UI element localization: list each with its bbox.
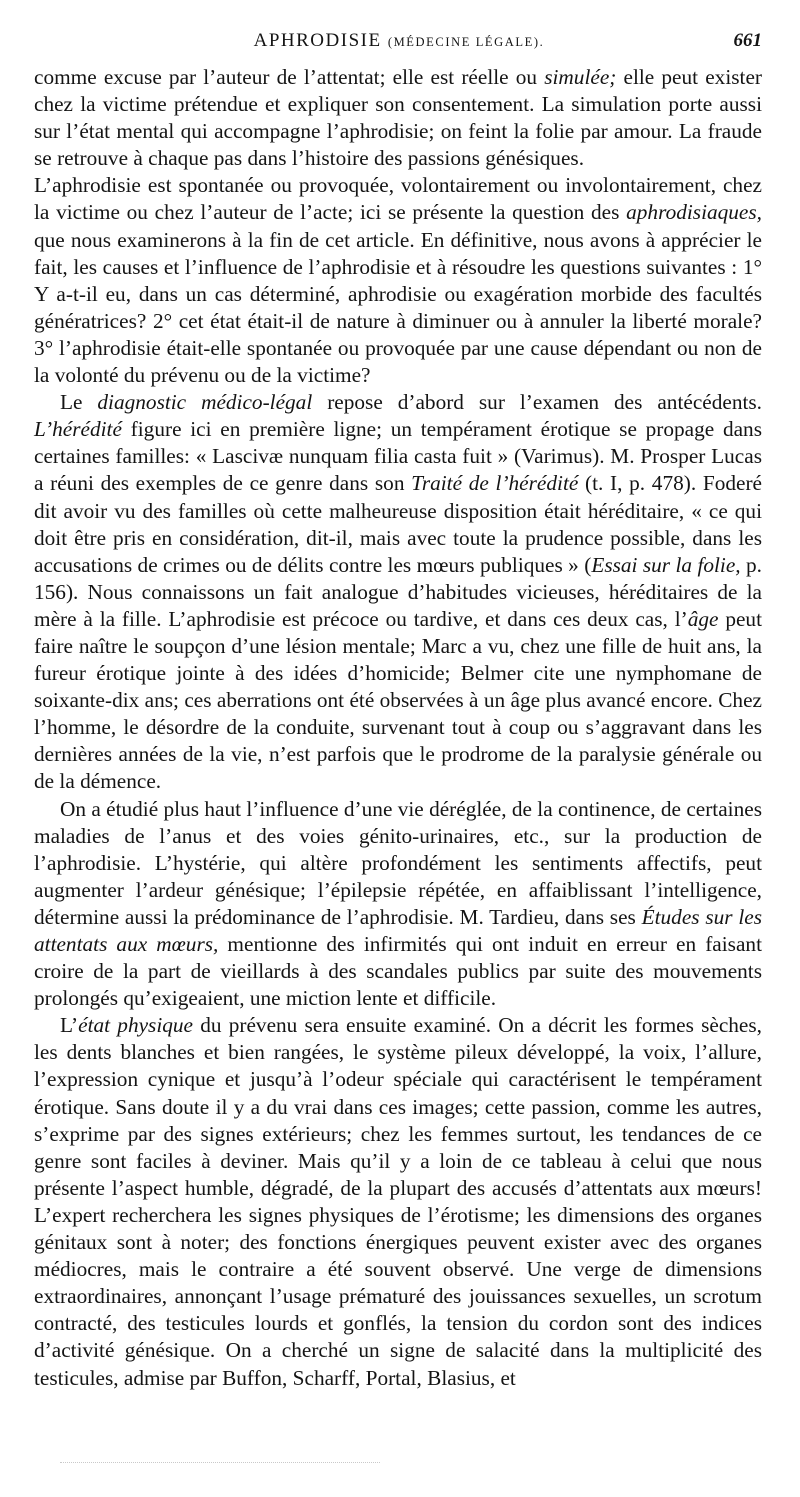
- running-title-main: APHRODISIE: [253, 30, 382, 51]
- italic-term: L’hérédité: [34, 417, 122, 442]
- italic-term: âge: [687, 606, 719, 631]
- running-title: [36, 30, 762, 52]
- text-run: Le: [60, 390, 98, 415]
- body-text: [34, 64, 762, 1392]
- italic-book-title: Traité de l’hérédité: [411, 471, 579, 496]
- text-run: On a étudié plus haut l’influence d’une vie déréglée, de la continence, de certaines maladies de l’anus et des voies génito-urinaires, etc., sur la production de l’aphrodisie. L’hystérie, qui altère profondément les sentiments affectifs, peut augmenter l’ardeur génésique; l’épilepsie répétée, en affaiblissant l’intelligence, détermine aussi la prédominance de l’aphrodisie. M. Tardieu, dans ses: [34, 796, 762, 929]
- text-run: comme excuse par l’auteur de l’attentat; elle est réelle ou: [34, 65, 545, 89]
- text-run: mentionne des infirmités qui ont induit en erreur en faisant croire de la part de vieillards à des scandales publics par suite des mouvements prolongés qu’exigeaient, une miction lente et difficile.: [34, 932, 762, 1011]
- paragraph-4: [34, 796, 762, 1013]
- paragraph-1: [34, 64, 762, 172]
- text-run: figure ici en première ligne; un tempérament érotique se propage dans certaines familles: « Lascivæ nunquam filia casta fuit » (Varimus). M. Prosper Lucas a réuni des exemples de ce genre dans son: [34, 417, 762, 496]
- text-run: que nous examinerons à la fin de cet article. En définitive, nous avons à apprécier le fait, les causes et l’influence de l’aphrodisie et à résoudre les questions suivantes : 1° Y a-t-il eu, dans un cas déterminé, aphrodisie ou exagération morbide des facultés génératrices? 2° cet état était-il de nature à diminuer ou à annuler la liberté morale? 3° l’aphrodisie était-elle spontanée ou provoquée par une cause dépendant ou non de la volonté du prévenu ou de la victime?: [34, 227, 762, 388]
- paragraph-5: [34, 1012, 762, 1391]
- running-title-subtitle: (MÉDECINE LÉGALE).: [387, 35, 545, 49]
- paragraph-3: [34, 389, 762, 795]
- text-run: p. 156). Nous connaissons un fait analogue d’habitudes vicieuses, héréditaires de la mère à la fille. L’aphrodisie est précoce ou tardive, et dans ces deux cas, l’: [34, 552, 763, 631]
- paragraph-2: [34, 172, 762, 389]
- running-header: [36, 30, 762, 58]
- text-run: L’: [60, 1013, 79, 1038]
- text-run: repose d’abord sur l’examen des antécédents.: [312, 390, 763, 415]
- text-run: peut faire naître le soupçon d’une lésion mentale; Marc a vu, chez une fille de huit ans, la fureur érotique jointe à des idées d’homicide; Belmer cite une nymphomane de soixante-dix ans; ces aberrations ont été observées à un âge plus avancé encore. Chez l’homme, le désordre de la conduite, survenant tout à coup ou s’aggravant dans les dernières années de la vie, n’est parfois que le prodrome de la paralysie générale ou de la démence.: [34, 606, 762, 794]
- text-run: elle peut exister chez la victime prétendue et expliquer son consentement. La simulation porte aussi sur l’état mental qui accompagne l’aphrodisie; on feint la folie par amour. La fraude se retrouve à chaque pas dans l’histoire des passions génésiques.: [34, 65, 762, 171]
- page-number: 661: [733, 30, 762, 51]
- scan-artifact-line: [60, 1462, 380, 1465]
- italic-book-title: Essai sur la folie,: [591, 552, 741, 577]
- italic-term: simulée;: [544, 65, 617, 89]
- italic-book-title: Études sur les attentats aux mœurs,: [34, 904, 762, 956]
- italic-term: diagnostic médico-légal: [97, 390, 313, 415]
- text-run: du prévenu sera ensuite examiné. On a décrit les formes sèches, les dents blanches et bien rangées, le système pileux développé, la voix, l’allure, l’expression cynique et jusqu’à l’odeur spéciale qui caractérisent le tempérament érotique. Sans doute il y a du vrai dans ces images; cette passion, comme les autres, s’exprime par des signes extérieurs; chez les femmes surtout, les tendances de ce genre sont faciles à deviner. Mais qu’il y a loin de ce tableau à celui que nous présente l’aspect humble, dégradé, de la plupart des accusés d’attentats aux mœurs! L’expert recherchera les signes physiques de l’érotisme; les dimensions des organes génitaux sont à noter; des fonctions énergiques peuvent exister avec des organes médiocres, mais le contraire a été souvent observé. Une verge de dimensions extraordinaires, annonçant l’usage prématuré des jouissances sexuelles, un scrotum contracté, des testicules lourds et gonflés, la tension du cordon sont des indices d’activité génésique. On a cherché un signe de salacité dans la multiplicité des testicules, admise par Buffon, Scharff, Portal, Blasius, et: [34, 1013, 762, 1390]
- italic-term: aphrodisiaques,: [626, 200, 762, 225]
- italic-term: état physique: [78, 1013, 194, 1038]
- text-run: (t. I, p. 478). Foderé dit avoir vu des familles où cette malheureuse disposition était héréditaire, « ce qui doit être pris en considération, dit-il, mais avec toute la prudence possible, dans les accusations de crimes ou de délits contre les mœurs publiques » (: [34, 471, 762, 577]
- text-run: L’aphrodisie est spontanée ou provoquée, volontairement ou involontairement, chez la victime ou chez l’auteur de l’acte; ici se présente la question des: [34, 173, 762, 225]
